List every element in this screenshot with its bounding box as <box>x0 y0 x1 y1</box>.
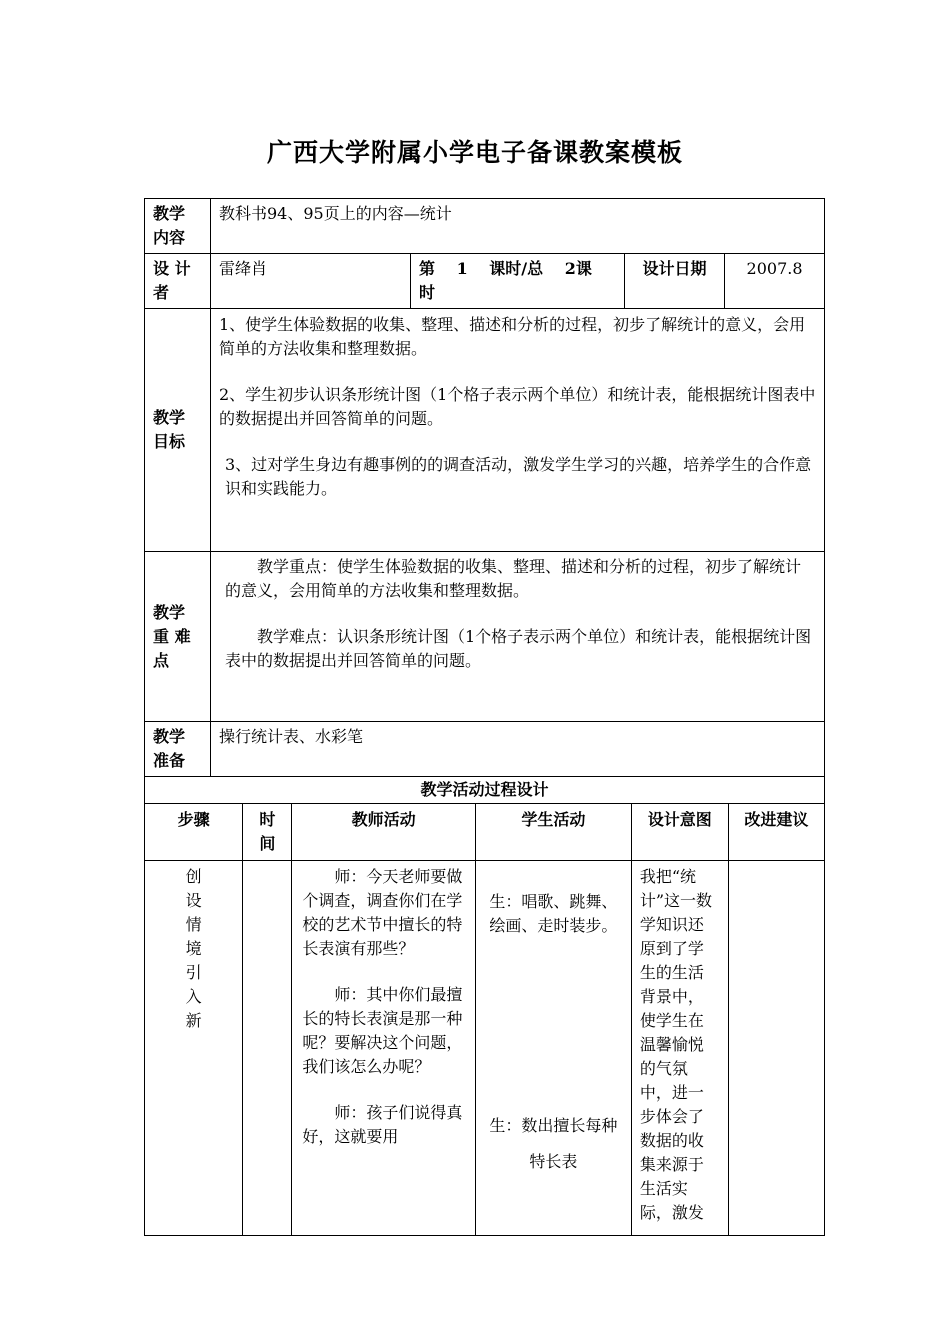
col-intent: 设计意图 <box>631 804 728 861</box>
design-intent: 我把“统计”这一数学知识还原到了学生的生活背景中，使学生在温馨愉悦的气氛中，进一步体会了数据的收集来源于生活实际，激发 <box>631 861 728 1235</box>
prep-label <box>145 722 211 777</box>
keypoints-row <box>145 552 825 722</box>
col-student: 学生活动 <box>475 804 631 861</box>
prep-value: 操行统计表、水彩笔 <box>211 722 825 777</box>
step-char: 境 <box>185 939 202 958</box>
teacher-line: 师：其中你们最擅长的特长表演是那一种呢？要解决这个问题，我们该怎么办呢？ <box>302 985 463 1076</box>
process-heading-row <box>145 777 825 804</box>
student-line: 生：唱歌、跳舞、绘画、走时装步。 <box>489 892 618 935</box>
keypoints-label-line2: 重 难 <box>153 626 191 646</box>
goal-item: 1、使学生体验数据的收集、整理、描述和分析的过程，初步了解统计的意义，会用简单的方法收集和整理数据。 <box>219 315 806 358</box>
goal-item: 2、学生初步认识条形统计图（1个格子表示两个单位）和统计表，能根据统计图表中的数据提出并回答简单的问题。 <box>219 385 816 428</box>
class-period-line1: 第 1 课时/总 2课 <box>419 259 592 278</box>
step-char: 设 <box>185 891 202 910</box>
process-row <box>145 804 825 1236</box>
prep-label-line1: 教学 <box>153 727 186 746</box>
step-time <box>243 861 292 1235</box>
prep-label-line2: 准备 <box>153 751 186 770</box>
step-char: 情 <box>185 915 202 934</box>
designer-label-line2: 者 <box>153 283 170 302</box>
key-focus: 教学重点：使学生体验数据的收集、整理、描述和分析的过程，初步了解统计的意义，会用简单的方法收集和整理数据。 <box>225 557 802 600</box>
content-value: 教科书94、95页上的内容—统计 <box>211 199 825 254</box>
step-char: 新 <box>185 1011 202 1030</box>
teacher-line: 师：孩子们说得真好，这就要用 <box>302 1103 463 1146</box>
page-title: 广西大学附属小学电子备课教案模板 <box>266 138 683 167</box>
class-period-line2: 时 <box>419 283 436 302</box>
step-name <box>145 861 243 1235</box>
process-step-row <box>145 861 824 1235</box>
teacher-activity <box>292 861 476 1235</box>
prep-row <box>145 722 825 777</box>
process-header-row <box>145 804 824 861</box>
design-date-value: 2007.8 <box>725 254 825 309</box>
content-label-line2: 内容 <box>153 228 186 247</box>
process-heading: 教学活动过程设计 <box>145 777 825 804</box>
keypoints-label-line1: 教学 <box>153 602 186 622</box>
process-container <box>145 804 825 1236</box>
designer-row <box>145 254 825 309</box>
col-step: 步骤 <box>145 804 243 861</box>
goals-label <box>145 309 211 552</box>
designer-label-line1: 设 计 <box>153 259 191 278</box>
content-label-line1: 教学 <box>153 204 186 223</box>
keypoints-label <box>145 552 211 722</box>
keypoints-label-line3: 点 <box>153 650 170 670</box>
goal-item: 3、过对学生身边有趣事例的的调查活动，激发学生学习的兴趣，培养学生的合作意识和实践能力。 <box>225 455 812 498</box>
step-char: 引 <box>185 963 202 982</box>
designer-name: 雷绛肖 <box>211 254 411 309</box>
goals-row <box>145 309 825 552</box>
step-char: 入 <box>185 987 202 1006</box>
col-suggestion: 改进建议 <box>728 804 824 861</box>
keypoints-content <box>211 552 825 722</box>
goals-label-line2: 目标 <box>153 432 186 451</box>
lesson-plan-table <box>144 198 825 1236</box>
improvement-suggestion <box>728 861 824 1235</box>
designer-label <box>145 254 211 309</box>
content-label <box>145 199 211 254</box>
goals-label-line1: 教学 <box>153 408 186 427</box>
process-table <box>145 804 824 1235</box>
key-difficulty: 教学难点：认识条形统计图（1个格子表示两个单位）和统计表，能根据统计图表中的数据提出并回答简单的问题。 <box>225 627 812 670</box>
col-teacher: 教师活动 <box>292 804 476 861</box>
teacher-line: 师：今天老师要做个调查，调查你们在学校的艺术节中擅长的特长表演有那些？ <box>302 867 463 958</box>
class-period <box>411 254 625 309</box>
student-activity <box>475 861 631 1235</box>
content-row <box>145 199 825 254</box>
student-line: 生：数出擅长每种特长表 <box>489 1116 618 1171</box>
design-date-label: 设计日期 <box>625 254 725 309</box>
step-char: 创 <box>185 867 202 886</box>
col-time: 时间 <box>243 804 292 861</box>
goals-content <box>211 309 825 552</box>
